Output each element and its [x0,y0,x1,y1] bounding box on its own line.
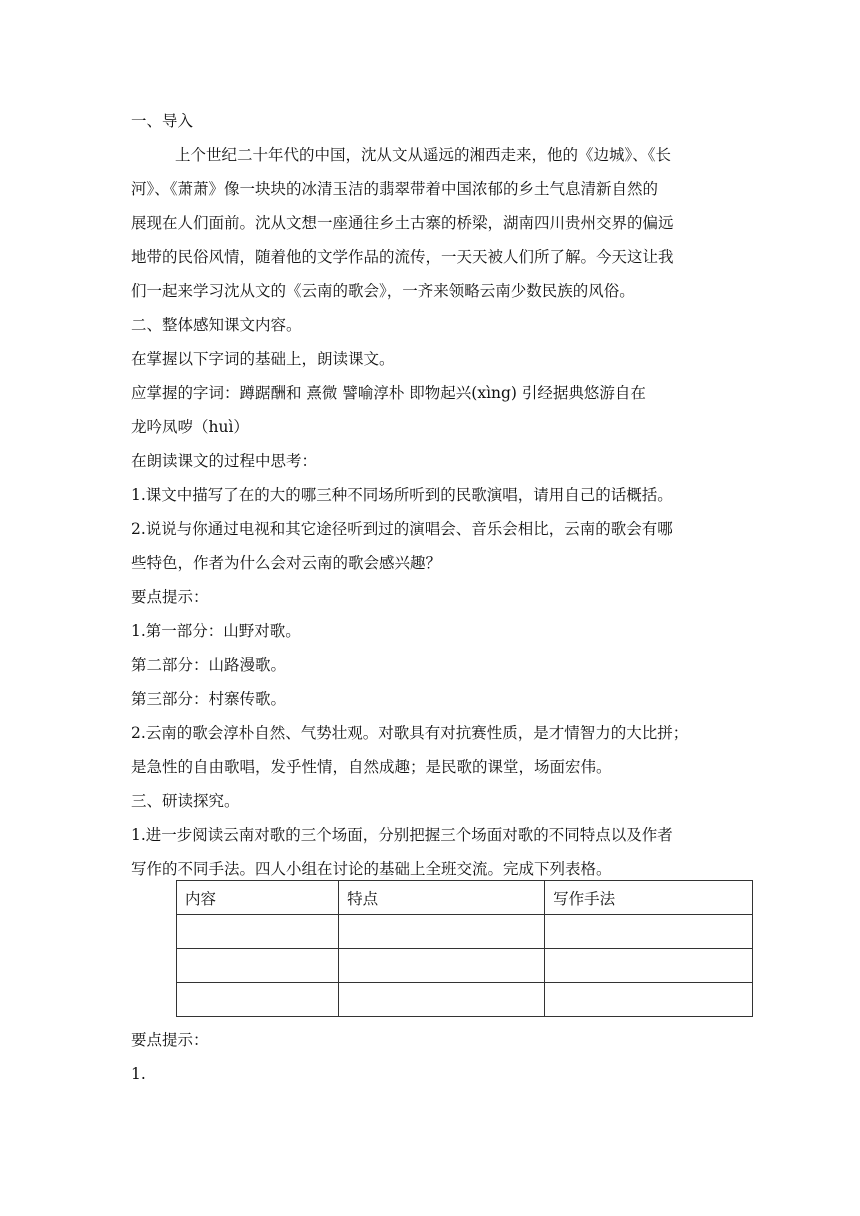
section-heading-intro: 一、导入 [131,112,194,130]
table-header-features: 特点 [339,881,545,915]
paragraph-line: 在掌握以下字词的基础上，朗读课文。 [131,350,395,368]
hint-line: 第二部分：山路漫歌。 [131,656,287,674]
paragraph-line: 河》、《萧萧》像一块块的冰清玉洁的翡翠带着中国浓郁的乡土气息清新自然的 [131,180,659,198]
question-line: 1.课文中描写了在的大的哪三种不同场所听到的民歌演唱，请用自己的话概括。 [131,486,673,504]
analysis-table [176,880,753,1017]
table-cell [545,915,753,949]
section-heading-overview: 二、整体感知课文内容。 [131,316,302,334]
question-line: 2.说说与你通过电视和其它途径听到过的演唱会、音乐会相比，云南的歌会有哪 [131,520,673,538]
table-cell [177,915,339,949]
table-cell [177,983,339,1017]
vocabulary-line: 龙吟凤哕（huì） [131,418,249,436]
table-cell [545,949,753,983]
vocabulary-line: 应掌握的字词：蹲踞酬和 熹微 譬喻淳朴 即物起兴(xìng) 引经据典悠游自在 [131,384,646,402]
table-header-content: 内容 [177,881,339,915]
paragraph-line: 展现在人们面前。沈从文想一座通往乡土古寨的桥梁，湖南四川贵州交界的偏远 [131,214,674,232]
paragraph-line: 写作的不同手法。四人小组在讨论的基础上全班交流。完成下列表格。 [131,860,612,878]
table-cell [339,983,545,1017]
table-row [177,983,753,1017]
paragraph-line: 1.进一步阅读云南对歌的三个场面，分别把握三个场面对歌的不同特点以及作者 [131,826,673,844]
paragraph-line: 地带的民俗风情，随着他的文学作品的流传，一天天被人们所了解。今天这让我 [131,248,674,266]
table-cell [177,949,339,983]
hint-line: 第三部分：村寨传歌。 [131,690,287,708]
hint-line: 1.第一部分：山野对歌。 [131,622,301,640]
paragraph-line: 上个世纪二十年代的中国，沈从文从遥远的湘西走来，他的《边城》、《长 [175,146,672,164]
hint-line: 是急性的自由歌唱，发乎性情，自然成趣；是民歌的课堂，场面宏伟。 [131,758,612,776]
paragraph-line: 在朗读课文的过程中思考： [131,452,318,470]
paragraph-line: 们一起来学习沈从文的《云南的歌会》，一齐来领略云南少数民族的风俗。 [131,282,635,300]
table-cell [545,983,753,1017]
section-heading-study: 三、研读探究。 [131,792,240,810]
table-row [177,949,753,983]
table-row [177,915,753,949]
table-cell [339,949,545,983]
hint-line: 2.云南的歌会淳朴自然、气势壮观。对歌具有对抗赛性质，是才情智力的大比拼； [131,724,689,742]
table-cell [339,915,545,949]
hint-line: 1. [131,1065,146,1083]
question-line: 些特色，作者为什么会对云南的歌会感兴趣？ [131,554,442,572]
hint-heading: 要点提示： [131,1031,209,1049]
hint-heading: 要点提示： [131,588,209,606]
table-header-techniques: 写作手法 [545,881,753,915]
table-header-row [177,881,753,915]
